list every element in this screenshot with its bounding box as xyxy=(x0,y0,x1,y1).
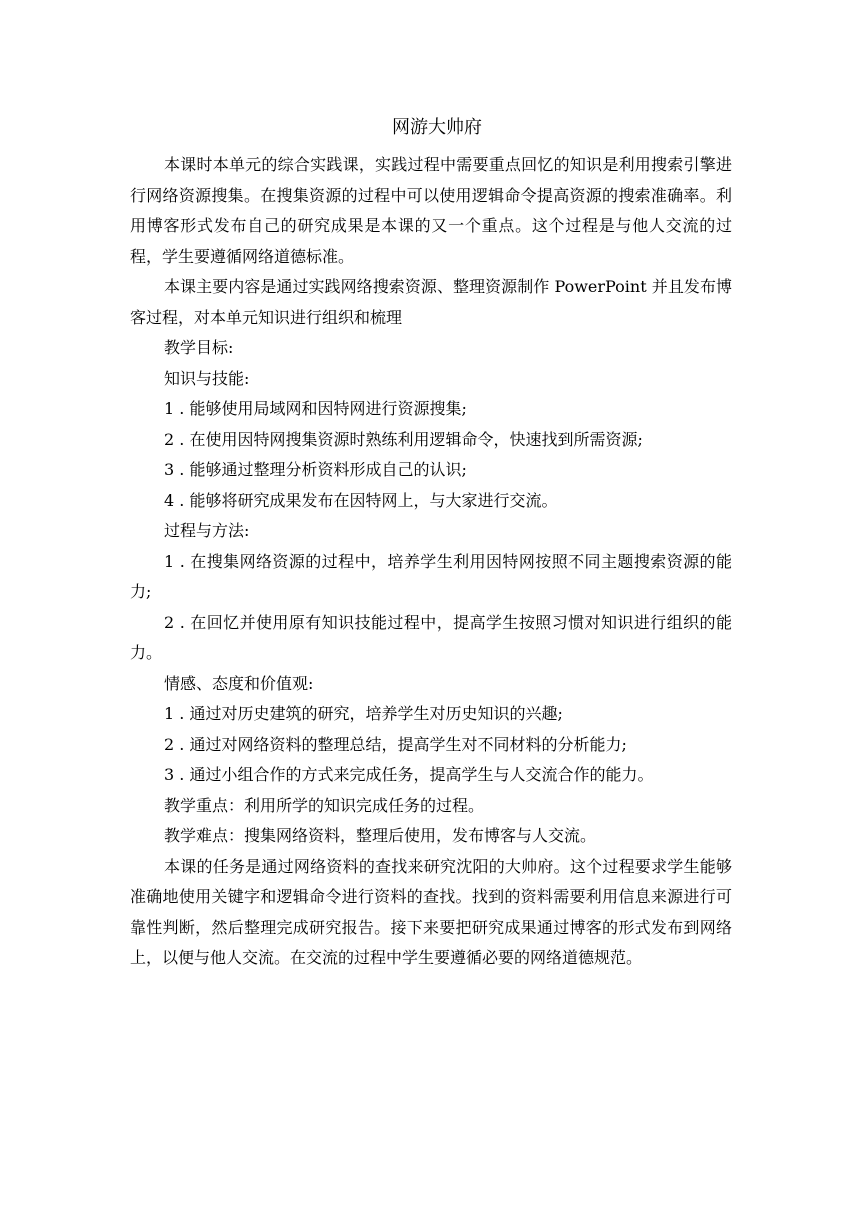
knowledge-skills-item: 3 . 能够通过整理分析资料形成自己的认识; xyxy=(164,460,467,479)
key-point: 教学重点：利用所学的知识完成任务的过程。 xyxy=(164,795,485,815)
emotions-values-item: 1 . 通过对历史建筑的研究，培养学生对历史知识的兴趣; xyxy=(164,704,563,723)
teaching-goals-heading: 教学目标: xyxy=(164,338,234,357)
emotions-values-item: 3 . 通过小组合作的方式来完成任务，提高学生与人交流合作的能力。 xyxy=(164,765,654,784)
difficulty: 教学难点：搜集网络资料，整理后使用，发布博客与人交流。 xyxy=(164,826,597,845)
emotions-values-item: 2 . 通过对网络资料的整理总结，提高学生对不同材料的分析能力; xyxy=(164,734,627,754)
knowledge-skills-item: 1 . 能够使用局域网和因特网进行资源搜集; xyxy=(164,399,467,418)
knowledge-skills-item: 2 . 在使用因特网搜集资源时熟练利用逻辑命令，快速找到所需资源; xyxy=(164,429,643,449)
document-title: 网游大帅府 xyxy=(392,117,482,138)
process-methods-item: 1 . 在搜集网络资源的过程中，培养学生利用因特网按照不同主题搜索资源的能力; xyxy=(130,551,732,601)
emotions-values-heading: 情感、态度和价值观: xyxy=(164,673,314,693)
knowledge-skills-heading: 知识与技能: xyxy=(164,368,250,388)
process-methods-heading: 过程与方法: xyxy=(164,521,250,540)
intro-paragraph-2: 本课主要内容是通过实践网络搜索资源、整理资源制作 PowerPoint 并且发布博客过程，对本单元知识进行组织和梳理 xyxy=(130,277,732,327)
knowledge-skills-item: 4 . 能够将研究成果发布在因特网上，与大家进行交流。 xyxy=(164,490,558,510)
task-paragraph: 本课的任务是通过网络资料的查找来研究沈阳的大帅府。这个过程要求学生能够准确地使用关键字和逻辑命令进行资料的查找。找到的资料需要利用信息来源进行可靠性判断，然后整理完成研究报告。接下来要把研究成果通过博客的形式发布到网络上，以便与他人交流。在交流的过程中学生要遵循必要的网络道德规范。 xyxy=(130,856,732,967)
process-methods-item: 2 . 在回忆并使用原有知识技能过程中，提高学生按照习惯对知识进行组织的能力。 xyxy=(130,612,732,662)
document-page xyxy=(130,112,732,974)
intro-paragraph-1: 本课时本单元的综合实践课，实践过程中需要重点回忆的知识是利用搜索引擎进行网络资源搜集。在搜集资源的过程中可以使用逻辑命令提高资源的搜索准确率。利用博客形式发布自己的研究成果是本课的又一个重点。这个过程是与他人交流的过程，学生要遵循网络道德标准。 xyxy=(130,155,732,266)
